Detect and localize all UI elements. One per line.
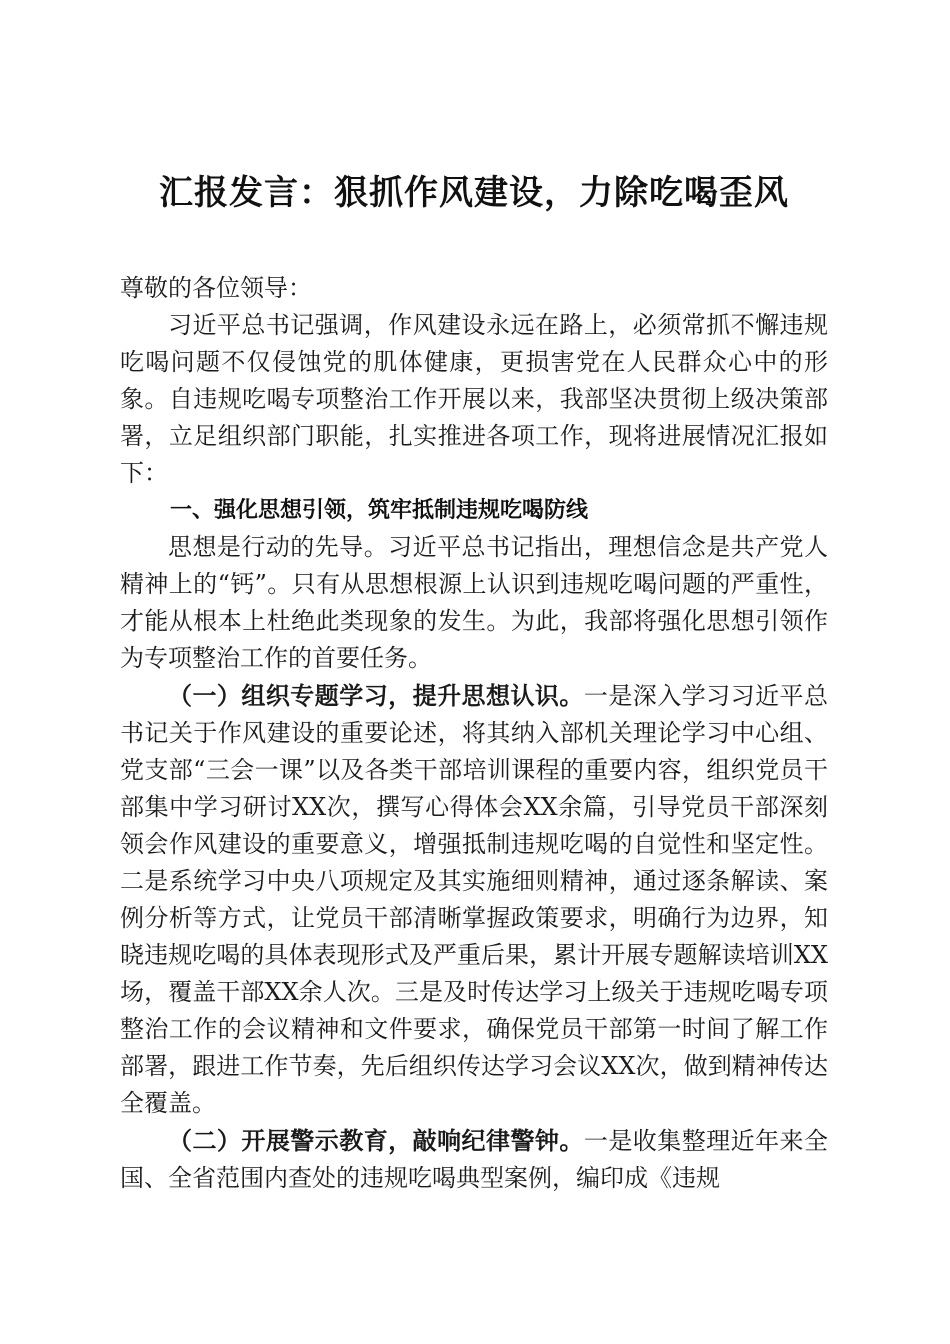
document-page (120, 170, 828, 1197)
salutation: 尊敬的各位领导： (120, 274, 312, 302)
item-2-paragraph (120, 1122, 828, 1197)
item-2-body: 一是收集整理近年来全国、全省范围内查处的违规吃喝典型案例，编印成《违规 (120, 1127, 829, 1192)
item-1-paragraph (120, 677, 828, 1122)
section-1-paragraph: 思想是行动的先导。习近平总书记指出，理想信念是共产党人精神上的“钙”。只有从思想根源上认识到违规吃喝问题的严重性，才能从根本上杜绝此类现象的发生。为此，我部将强化思想引领作为专项整治工作的首要任务。 (120, 533, 828, 672)
document-title: 汇报发言：狠抓作风建设，力除吃喝歪风 (159, 173, 789, 213)
item-1-lead: （一）组织专题学习，提升思想认识。 (168, 681, 584, 710)
section-heading-1: 一、强化思想引领，筑牢抵制违规吃喝防线 (170, 498, 589, 523)
item-1-body: 一是深入学习习近平总书记关于作风建设的重要论述，将其纳入部机关理论学习中心组、党支部“三会一课”以及各类干部培训课程的重要内容，组织党员干部集中学习研讨XX次，撰写心得体会XX余篇，引导党员干部深刻领会作风建设的重要意义，增强抵制违规吃喝的自觉性和坚定性。二是系统学习中央八项规定及其实施细则精神，通过逐条解读、案例分析等方式，让党员干部清晰掌握政策要求，明确行为边界，知晓违规吃喝的具体表现形式及严重后果，累计开展专题解读培训XX场，覆盖干部XX余人次。三是及时传达学习上级关于违规吃喝专项整治工作的会议精神和文件要求，确保党员干部第一时间了解工作部署，跟进工作节奏，先后组织传达学习会议XX次，做到精神传达全覆盖。 (120, 682, 829, 1117)
intro-paragraph: 习近平总书记强调，作风建设永远在路上，必须常抓不懈违规吃喝问题不仅侵蚀党的肌体健康，更损害党在人民群众心中的形象。自违规吃喝专项整治工作开展以来，我部坚决贯彻上级决策部署，立足组织部门职能，扎实推进各项工作，现将进展情况汇报如下： (120, 311, 828, 487)
item-2-lead: （二）开展警示教育，敲响纪律警钟。 (168, 1126, 584, 1155)
